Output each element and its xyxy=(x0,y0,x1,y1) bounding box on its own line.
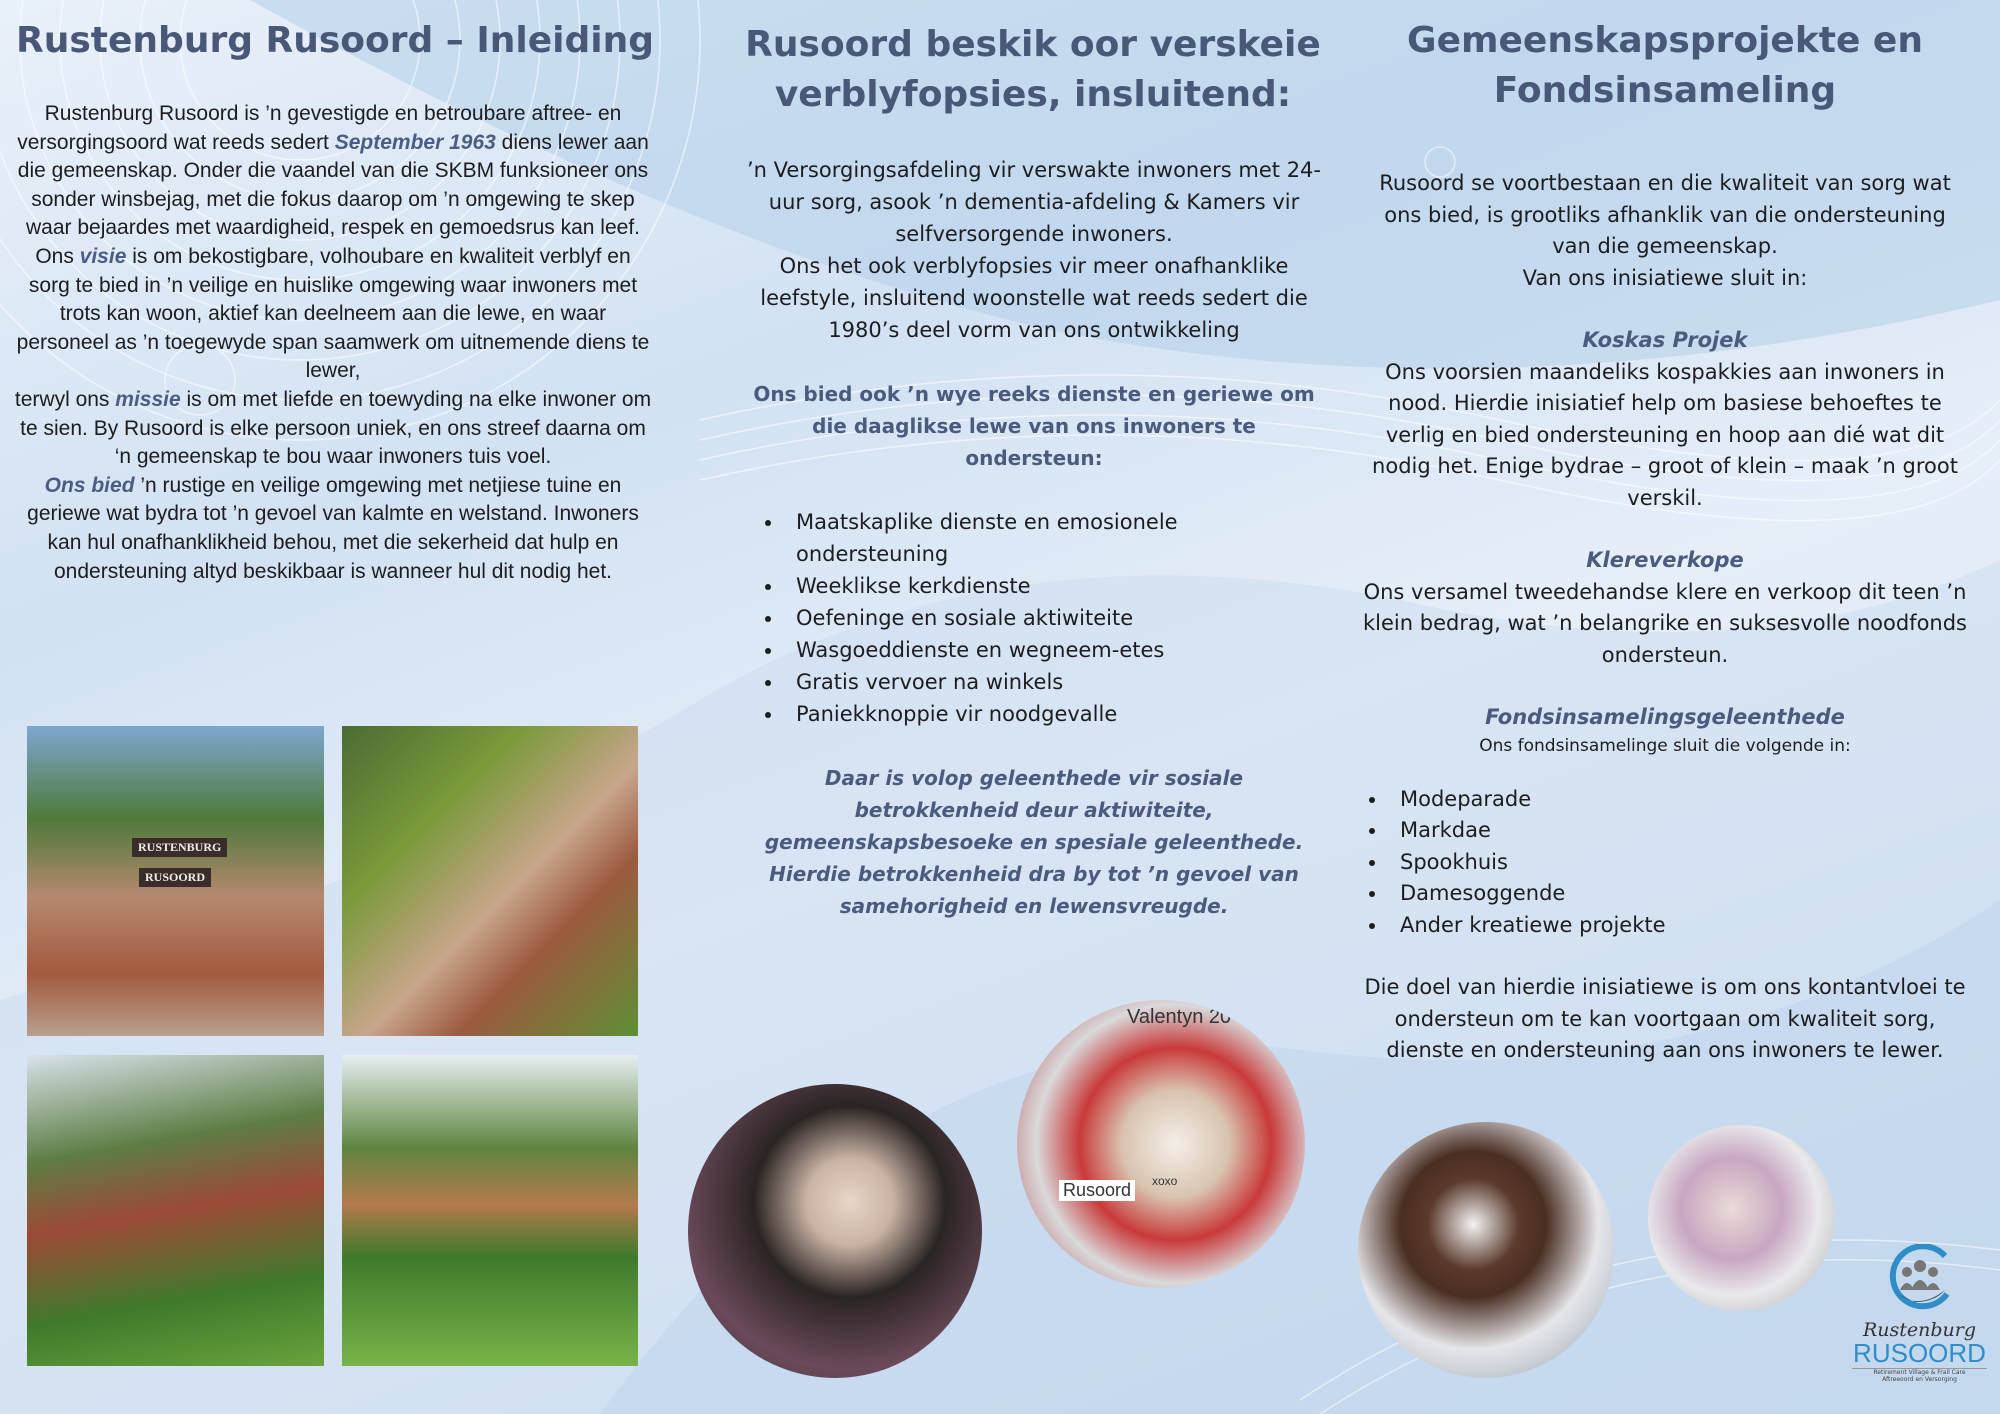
logo-name: RUSOORD xyxy=(1853,1338,1986,1368)
list-item: • Markdae xyxy=(1388,815,1968,847)
vision-paragraph xyxy=(13,243,653,386)
text: ’n rustige en veilige omgewing met netjiese tuine en geriewe wat bydra tot ’n gevoel van kalmte en welstand. Inwoners kan hul onafhanklikheid behou, met die sekerheid dat hulp en ondersteuning altyd beskikbaar is wanneer hul dit nodig het. xyxy=(27,473,639,583)
community-intro: Rusoord se voortbestaan en die kwaliteit van sorg wat ons bied, is grootliks afhanklik van die ondersteuning van die gemeenskap. xyxy=(1379,171,1951,258)
rusoord-logo xyxy=(1852,1244,1987,1394)
list-item: • Paniekknoppie vir noodgevalle xyxy=(784,698,1324,730)
klere-heading: Klereverkope xyxy=(1586,548,1744,572)
text: Rustenburg Rusoord is ’n gevestigde en betroubare aftree- en versorgingsoord wat reeds sedert xyxy=(17,102,622,154)
list-item: • Modeparade xyxy=(1388,784,1968,816)
list-item: • Maatskaplike dienste en emosionele ondersteuning xyxy=(784,506,1324,570)
photo-valentine-resident xyxy=(1017,1000,1305,1288)
list-item: • Gratis vervoer na winkels xyxy=(784,666,1324,698)
care-options-text: ’n Versorgingsafdeling vir verswakte inwoners met 24-uur sorg, asook ’n dementia-afdeling & Kamers vir selfversorgende inwoners. xyxy=(746,158,1321,246)
sign-text: RUSTENBURG xyxy=(132,838,227,857)
fundraising-heading: Fondsinsamelingsgeleenthede xyxy=(1485,705,1845,729)
list-item: • Weeklikse kerkdienste xyxy=(784,570,1324,602)
photo-resident-dancing xyxy=(688,1084,982,1378)
sign-text: RUSOORD xyxy=(139,868,211,887)
text: is om met liefde en toewyding na elke inwoner om te sien. By Rusoord is elke persoon uniek, en ons streef daarna om ‘n gemeenskap te bou waar inwoners tuis voel. xyxy=(20,387,652,469)
logo-script-text: Rustenburg xyxy=(1862,1319,1977,1341)
accommodation-section xyxy=(744,154,1324,922)
photo-entrance-sign xyxy=(27,726,324,1036)
photo-text: Valentyn 20 xyxy=(1127,1006,1232,1028)
photo-resident-smiling xyxy=(1648,1125,1834,1311)
koskas-heading: Koskas Projek xyxy=(1582,328,1748,352)
photo-lawn-houses xyxy=(342,1055,638,1366)
community-title: Gemeenskapsprojekte en Fondsinsameling xyxy=(1407,20,1923,111)
intro-title: Rustenburg Rusoord – Inleiding xyxy=(16,20,654,61)
logo-tagline: Aftreeoord en Versorging xyxy=(1882,1376,1957,1383)
photo-text: xoxo xyxy=(1152,1174,1178,1188)
accommodation-title: Rusoord beskik oor verskeie verblyfopsies, insluitend: xyxy=(745,24,1321,115)
list-item: • Damesoggende xyxy=(1388,878,1968,910)
list-item: • Ander kreatiewe projekte xyxy=(1388,910,1968,942)
photo-garden-house xyxy=(27,1055,324,1366)
text: is om bekostigbare, volhoubare en kwaliteit verblyf en sorg te bied in ’n veilige en huislike omgewing waar inwoners met trots kan woon, aktief kan deelneem aan die lewe, en waar personeel as ’n toegewyde span saamwerk om uitnemende diens te lewer, xyxy=(16,244,650,383)
list-item: • Wasgoeddienste en wegneem-etes xyxy=(784,634,1324,666)
community-section xyxy=(1362,168,1968,1067)
mission-paragraph xyxy=(13,386,653,472)
services-list xyxy=(744,506,1324,730)
independent-options-text: Ons het ook verblyfopsies vir meer onafhanklike leefstyle, insluitend woonstelle wat reeds sedert die 1980’s deel vorm van ons ontwikkeling xyxy=(760,254,1308,342)
intro-text xyxy=(13,100,653,586)
offer-paragraph xyxy=(13,472,653,586)
list-item: • Oefeninge en sosiale aktiwiteite xyxy=(784,602,1324,634)
photo-garden-path xyxy=(342,726,638,1036)
text: diens lewer aan die gemeenskap. Onder die vaandel van die SKBM funksioneer ons sonder winsbejag, met die fokus daarop om ’n omgewing te skep waar bejaardes met waardigheid, respek en gemoedsrus kan leef. xyxy=(17,130,649,240)
vision-label: visie xyxy=(79,244,127,268)
text: Ons xyxy=(35,244,80,268)
photo-resident-laughing xyxy=(1358,1122,1614,1378)
intro-paragraph xyxy=(13,100,653,243)
logo-people-hand-icon xyxy=(1885,1244,1955,1316)
offer-label: Ons bied xyxy=(44,473,135,497)
services-heading: Ons bied ook ’n wye reeks dienste en geriewe om die daaglikse lewe van ons inwoners te ondersteun: xyxy=(753,382,1315,470)
mission-label: missie xyxy=(115,387,181,411)
fundraising-intro: Ons fondsinsamelinge sluit die volgende in: xyxy=(1479,735,1851,756)
social-closing-text: Daar is volop geleenthede vir sosiale betrokkenheid deur aktiwiteite, gemeenskapsbesoeke en spesiale geleenthede. Hierdie betrokkenheid dra by tot ’n gevoel van samehorigheid en lewensvreugde. xyxy=(764,766,1304,918)
list-item: • Spookhuis xyxy=(1388,847,1968,879)
klere-text: Ons versamel tweedehandse klere en verkoop dit teen ’n klein bedrag, wat ’n belangrike en suksesvolle noodfonds ondersteun. xyxy=(1363,579,1967,667)
fundraisers-list xyxy=(1362,784,1968,942)
community-closing: Die doel van hierdie inisiatiewe is om ons kontantvloei te ondersteun om te kan voortgaan om kwaliteit sorg, dienste en ondersteuning aan ons inwoners te lewer. xyxy=(1364,975,1966,1062)
text: terwyl ons xyxy=(14,387,116,411)
logo-tagline: Retirement Village & Frail Care xyxy=(1852,1368,1987,1376)
founding-date: September 1963 xyxy=(334,130,496,154)
koskas-text: Ons voorsien maandeliks kospakkies aan inwoners in nood. Hierdie inisiatief help om basiese behoeftes te verlig en bied ondersteuning en hoop aan dié wat dit nodig het. Enige bydrae – groot of klein – maak ’n groot verskil. xyxy=(1372,359,1958,510)
initiatives-intro: Van ons inisiatiewe sluit in: xyxy=(1522,265,1808,290)
photo-text: Rusoord xyxy=(1059,1180,1135,1201)
